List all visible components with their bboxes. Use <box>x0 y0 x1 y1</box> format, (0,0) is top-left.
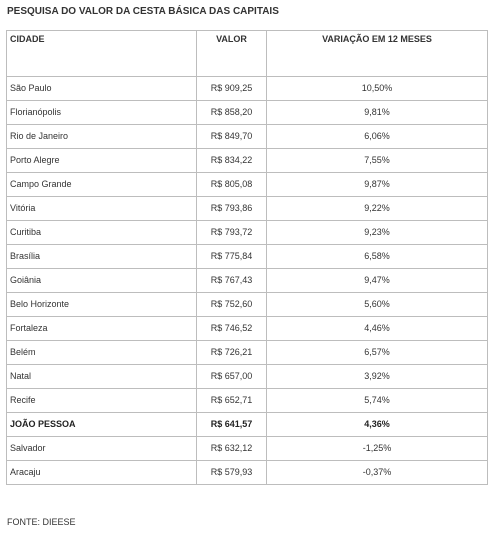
cell-valor: R$ 775,84 <box>197 245 267 269</box>
cell-variacao: 9,81% <box>267 101 488 125</box>
table-row <box>7 365 488 389</box>
cell-cidade: Salvador <box>7 437 197 461</box>
cesta-basica-table <box>6 30 488 485</box>
cell-valor: R$ 657,00 <box>197 365 267 389</box>
cell-variacao: -0,37% <box>267 461 488 485</box>
cell-variacao: 10,50% <box>267 77 488 101</box>
table-row <box>7 197 488 221</box>
cell-valor: R$ 641,57 <box>197 413 267 437</box>
cell-valor: R$ 632,12 <box>197 437 267 461</box>
cell-valor: R$ 746,52 <box>197 317 267 341</box>
cell-cidade: Vitória <box>7 197 197 221</box>
cell-variacao: 4,46% <box>267 317 488 341</box>
cell-variacao: 6,06% <box>267 125 488 149</box>
cell-variacao: 4,36% <box>267 413 488 437</box>
cell-variacao: 6,57% <box>267 341 488 365</box>
column-header-cidade: CIDADE <box>7 31 197 77</box>
cell-valor: R$ 793,86 <box>197 197 267 221</box>
table-header-row <box>7 31 488 77</box>
table-title: PESQUISA DO VALOR DA CESTA BÁSICA DAS CAPITAIS <box>7 6 279 17</box>
table-row <box>7 293 488 317</box>
cell-valor: R$ 909,25 <box>197 77 267 101</box>
cell-variacao: 9,23% <box>267 221 488 245</box>
cell-variacao: 7,55% <box>267 149 488 173</box>
cell-valor: R$ 579,93 <box>197 461 267 485</box>
cell-valor: R$ 849,70 <box>197 125 267 149</box>
table-row <box>7 317 488 341</box>
cell-cidade: Florianópolis <box>7 101 197 125</box>
cell-variacao: -1,25% <box>267 437 488 461</box>
table-row <box>7 269 488 293</box>
column-header-valor: VALOR <box>197 31 267 77</box>
table-row <box>7 149 488 173</box>
table-row <box>7 173 488 197</box>
table-row <box>7 389 488 413</box>
cell-valor: R$ 834,22 <box>197 149 267 173</box>
source-note: FONTE: DIEESE <box>7 517 76 527</box>
cell-variacao: 5,60% <box>267 293 488 317</box>
cell-variacao: 9,87% <box>267 173 488 197</box>
cell-variacao: 9,47% <box>267 269 488 293</box>
table-row <box>7 77 488 101</box>
cell-cidade: Rio de Janeiro <box>7 125 197 149</box>
cell-cidade: Natal <box>7 365 197 389</box>
cell-valor: R$ 793,72 <box>197 221 267 245</box>
cell-cidade: Aracaju <box>7 461 197 485</box>
cell-valor: R$ 652,71 <box>197 389 267 413</box>
cell-valor: R$ 752,60 <box>197 293 267 317</box>
cell-variacao: 3,92% <box>267 365 488 389</box>
table-row <box>7 413 488 437</box>
cell-cidade: Curitiba <box>7 221 197 245</box>
cell-variacao: 9,22% <box>267 197 488 221</box>
table-row <box>7 125 488 149</box>
table-row <box>7 101 488 125</box>
table-body <box>7 77 488 485</box>
table-row <box>7 341 488 365</box>
cell-valor: R$ 805,08 <box>197 173 267 197</box>
cell-cidade: Recife <box>7 389 197 413</box>
table-row <box>7 461 488 485</box>
cell-cidade: Goiânia <box>7 269 197 293</box>
cell-cidade: Campo Grande <box>7 173 197 197</box>
cell-variacao: 5,74% <box>267 389 488 413</box>
cell-cidade: Belo Horizonte <box>7 293 197 317</box>
cell-cidade: Belém <box>7 341 197 365</box>
cell-cidade: JOÃO PESSOA <box>7 413 197 437</box>
cell-valor: R$ 767,43 <box>197 269 267 293</box>
cell-valor: R$ 858,20 <box>197 101 267 125</box>
cell-cidade: Fortaleza <box>7 317 197 341</box>
table-row <box>7 221 488 245</box>
cell-variacao: 6,58% <box>267 245 488 269</box>
cell-cidade: Brasília <box>7 245 197 269</box>
cell-valor: R$ 726,21 <box>197 341 267 365</box>
table-row <box>7 437 488 461</box>
column-header-variacao: VARIAÇÃO EM 12 MESES <box>267 31 488 77</box>
cell-cidade: Porto Alegre <box>7 149 197 173</box>
table-row <box>7 245 488 269</box>
cell-cidade: São Paulo <box>7 77 197 101</box>
